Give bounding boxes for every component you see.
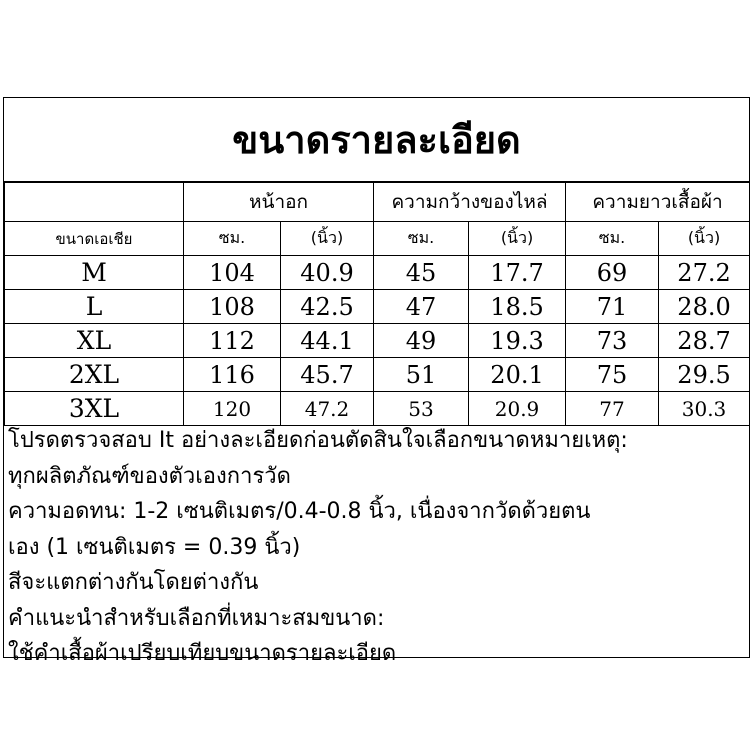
size-column-header: ขนาดเอเชีย: [5, 222, 184, 256]
shoulder-in-cell: 18.5: [469, 290, 566, 324]
length-cm-cell: 71: [566, 290, 659, 324]
group-header-row: [5, 183, 750, 222]
size-table: [4, 182, 750, 426]
chest-in-cell: 47.2: [281, 392, 374, 426]
group-header-length: ความยาวเสื้อผ้า: [566, 183, 750, 222]
size-cell: 2XL: [5, 358, 184, 392]
unit-in-header: (นิ้ว): [659, 222, 750, 256]
blank-header-cell: [5, 183, 184, 222]
size-cell: M: [5, 256, 184, 290]
length-in-cell: 28.7: [659, 324, 750, 358]
shoulder-cm-cell: 49: [374, 324, 469, 358]
note-line: ความอดทน: 1-2 เซนติเมตร/0.4-0.8 นิ้ว, เนื่องจากวัดด้วยตน: [8, 499, 591, 524]
note-line: ทุกผลิตภัณฑ์ของตัวเองการวัด: [8, 463, 291, 489]
unit-in-header: (นิ้ว): [281, 222, 374, 256]
table-row: [5, 358, 750, 392]
chest-cm-cell: 104: [184, 256, 281, 290]
length-cm-cell: 77: [566, 392, 659, 426]
note-line: สีจะแตกต่างกันโดยต่างกัน: [8, 570, 259, 595]
chest-cm-cell: 116: [184, 358, 281, 392]
length-in-cell: 30.3: [659, 392, 750, 426]
size-chart: [3, 97, 750, 666]
unit-header-row: [5, 222, 750, 256]
note-line: ใช้คำเสื้อผ้าเปรียบเทียบขนาดรายละเอียด: [8, 641, 397, 666]
unit-cm-header: ซม.: [566, 222, 659, 256]
chest-in-cell: 44.1: [281, 324, 374, 358]
table-row: [5, 256, 750, 290]
length-in-cell: 27.2: [659, 256, 750, 290]
note-line: เอง (1 เซนติเมตร = 0.39 นิ้ว): [8, 534, 301, 560]
length-cm-cell: 69: [566, 256, 659, 290]
unit-cm-header: ซม.: [184, 222, 281, 256]
chart-title: ขนาดรายละเอียด: [4, 98, 749, 182]
shoulder-in-cell: 20.1: [469, 358, 566, 392]
note-line: คำแนะนำสำหรับเลือกที่เหมาะสมขนาด:: [8, 605, 385, 631]
table-row: [5, 290, 750, 324]
notes-block: [8, 423, 743, 672]
size-cell: XL: [5, 324, 184, 358]
length-in-cell: 29.5: [659, 358, 750, 392]
shoulder-in-cell: 17.7: [469, 256, 566, 290]
unit-cm-header: ซม.: [374, 222, 469, 256]
group-header-shoulder: ความกว้างของไหล่: [374, 183, 566, 222]
chest-in-cell: 40.9: [281, 256, 374, 290]
note-line: โปรดตรวจสอบ It อย่างละเอียดก่อนตัดสินใจเลือกขนาดหมายเหตุ:: [8, 428, 628, 453]
chest-cm-cell: 120: [184, 392, 281, 426]
group-header-chest: หน้าอก: [184, 183, 374, 222]
shoulder-in-cell: 19.3: [469, 324, 566, 358]
size-cell: L: [5, 290, 184, 324]
table-row: [5, 324, 750, 358]
shoulder-in-cell: 20.9: [469, 392, 566, 426]
shoulder-cm-cell: 47: [374, 290, 469, 324]
table-row: [5, 392, 750, 426]
unit-in-header: (นิ้ว): [469, 222, 566, 256]
size-cell: 3XL: [5, 392, 184, 426]
length-cm-cell: 73: [566, 324, 659, 358]
length-cm-cell: 75: [566, 358, 659, 392]
length-in-cell: 28.0: [659, 290, 750, 324]
chest-cm-cell: 108: [184, 290, 281, 324]
chest-in-cell: 45.7: [281, 358, 374, 392]
chest-cm-cell: 112: [184, 324, 281, 358]
shoulder-cm-cell: 51: [374, 358, 469, 392]
chest-in-cell: 42.5: [281, 290, 374, 324]
shoulder-cm-cell: 45: [374, 256, 469, 290]
shoulder-cm-cell: 53: [374, 392, 469, 426]
